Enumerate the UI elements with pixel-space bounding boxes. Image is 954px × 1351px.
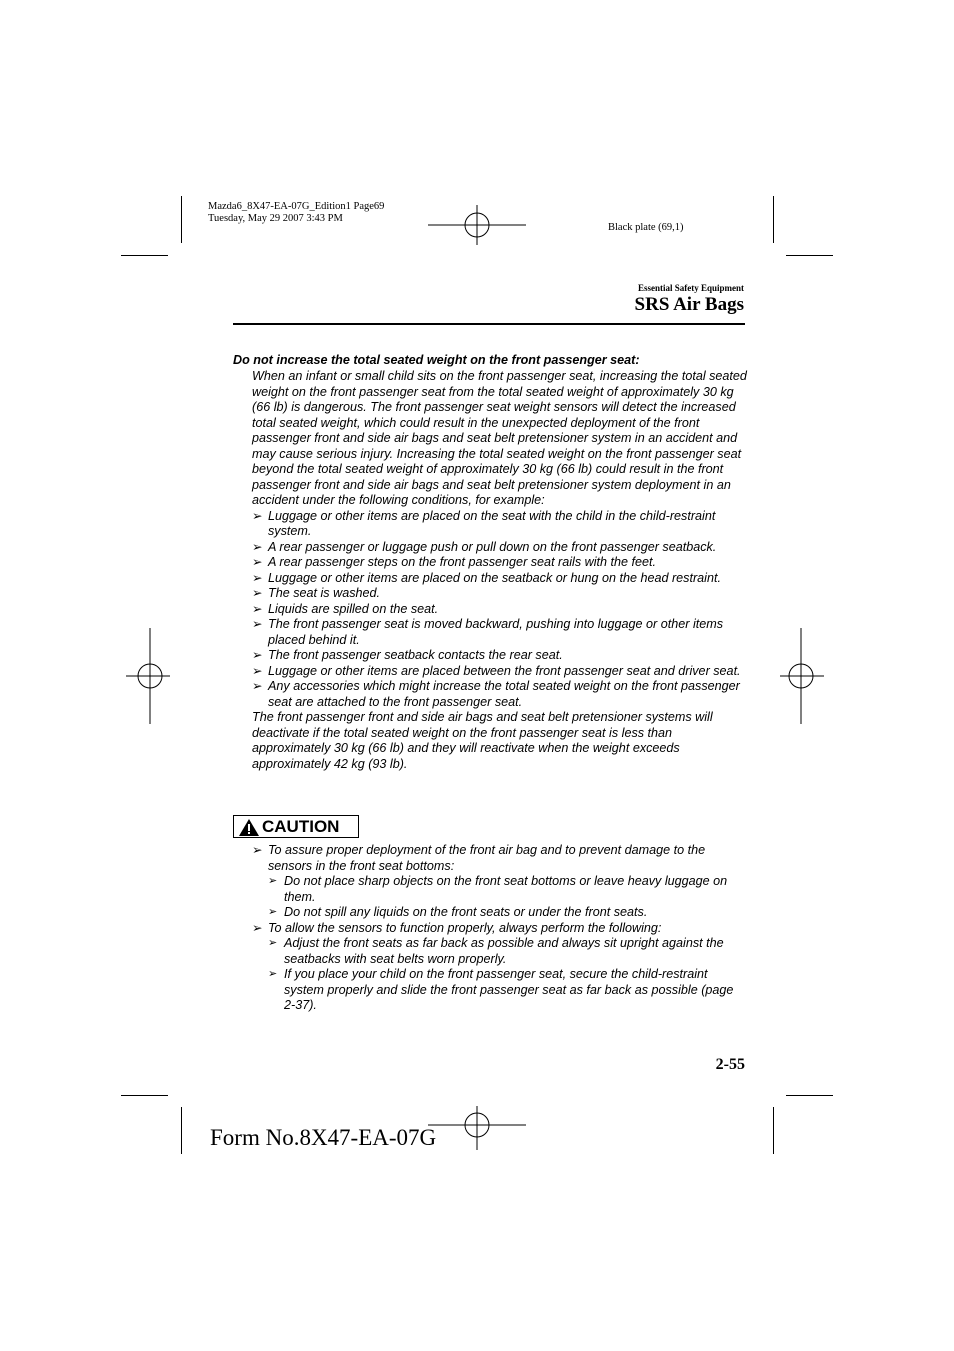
list-item: ➢ The front passenger seatback contacts the rear seat. (252, 648, 563, 662)
warning-body (252, 369, 748, 772)
arrow-bullet-icon: ➢ (252, 508, 263, 523)
arrow-bullet-icon: ➢ (252, 570, 263, 585)
crop-mark (181, 1107, 182, 1154)
print-meta-line2: Tuesday, May 29 2007 3:43 PM (208, 213, 343, 224)
registration-mark-icon (126, 628, 170, 724)
warning-triangle-icon (239, 819, 259, 836)
registration-mark-icon (780, 628, 824, 724)
arrow-bullet-icon: ➢ (252, 586, 263, 600)
list-item: ➢ Luggage or other items are placed on the seatback or hung on the head restraint. (252, 570, 721, 585)
sub-list-item: ➢ Do not spill any liquids on the front seats or under the front seats. (268, 905, 648, 919)
print-meta-line1: Mazda6_8X47-EA-07G_Edition1 Page69 (208, 201, 385, 212)
list-item: ➢ Luggage or other items are placed between the front passenger seat and driver seat. (252, 663, 741, 678)
arrow-bullet-icon: ➢ (252, 617, 263, 631)
list-item: ➢ A rear passenger or luggage push or pull down on the front passenger seatback. (252, 539, 717, 554)
arrow-bullet-icon: ➢ (268, 906, 278, 918)
warning-intro: When an infant or small child sits on the front passenger seat, increasing the total seated weight on the front passenger seat from the total seated weight of approximately 30 kg (66 lb) is dangerous. The front passenger seat weight sensors will detect the increased total seated weight, which could result in the unexpected deployment of the front passenger front and side air bags and seat belt pretensioner system in an accident and may cause serious injury. Increasing the total seated weight on the front passenger seat beyond the total seated weight of approximately 30 kg (66 lb) could result in the front passenger front and side air bags and seat belt pretensioner system deployment in an accident under the following conditions, for example: (252, 369, 747, 507)
arrow-bullet-icon: ➢ (252, 555, 263, 569)
print-meta (208, 201, 384, 225)
form-number: Form No.8X47-EA-07G (210, 1125, 437, 1150)
list-item: ➢ To assure proper deployment of the front air bag and to prevent damage to the sensors in the front seat bottoms: (252, 843, 706, 873)
list-item: ➢ The front passenger seat is moved backward, pushing into luggage or other items placed behind it. (252, 617, 724, 647)
sub-list-item: ➢ Do not place sharp objects on the front seat bottoms or leave heavy luggage on them. (268, 874, 728, 904)
registration-mark-icon (428, 1106, 526, 1150)
arrow-bullet-icon: ➢ (252, 601, 263, 616)
list-item: ➢ The seat is washed. (252, 586, 381, 600)
sub-list-item: ➢ Adjust the front seats as far back as possible and always sit upright against the seatbacks with seat belts worn properly. (268, 936, 724, 966)
arrow-bullet-icon: ➢ (252, 679, 263, 693)
crop-mark (181, 196, 182, 243)
arrow-bullet-icon: ➢ (252, 843, 263, 857)
crop-mark (121, 1095, 168, 1096)
crop-mark (786, 255, 833, 256)
sub-list-item: ➢ If you place your child on the front passenger seat, secure the child-restraint system properly and slide the front passenger seat as far back as possible (page 2-37). (268, 967, 734, 1012)
arrow-bullet-icon: ➢ (268, 937, 278, 949)
crop-mark (121, 255, 168, 256)
header-rule (233, 323, 745, 325)
arrow-bullet-icon: ➢ (268, 875, 278, 887)
crop-mark (786, 1095, 833, 1096)
list-item: ➢ Luggage or other items are placed on the seat with the child in the child-restraint system. (252, 508, 716, 538)
arrow-bullet-icon: ➢ (252, 920, 263, 935)
crop-mark (773, 196, 774, 243)
caution-body (252, 843, 748, 1014)
arrow-bullet-icon: ➢ (268, 968, 278, 980)
arrow-bullet-icon: ➢ (252, 648, 263, 662)
page-number: 2-55 (715, 1056, 745, 1073)
arrow-bullet-icon: ➢ (252, 539, 263, 554)
page-title: SRS Air Bags (634, 294, 744, 315)
list-item: ➢ To allow the sensors to function properly, always perform the following: (252, 920, 662, 935)
list-item: ➢ Liquids are spilled on the seat. (252, 601, 439, 616)
arrow-bullet-icon: ➢ (252, 663, 263, 678)
registration-mark-icon (428, 205, 526, 245)
plate-label: Black plate (69,1) (608, 222, 684, 233)
crop-mark (773, 1107, 774, 1154)
section-label: Essential Safety Equipment (637, 283, 744, 293)
warning-outro: The front passenger front and side air bags and seat belt pretensioner systems will deactivate if the total seated weight on the front passenger seat is less than approximately 30 kg (66 lb) and they will reactivate when the weight exceeds approximately 42 kg (93 lb). (252, 710, 713, 771)
caution-label: CAUTION (262, 817, 340, 836)
list-item: ➢ Any accessories which might increase the total seated weight on the front passenger seat are attached to the front passenger seat. (252, 679, 740, 709)
caution-label-box (233, 815, 359, 838)
list-item: ➢ A rear passenger steps on the front passenger seat rails with the feet. (252, 555, 657, 569)
warning-heading: Do not increase the total seated weight on the front passenger seat: (233, 353, 640, 367)
